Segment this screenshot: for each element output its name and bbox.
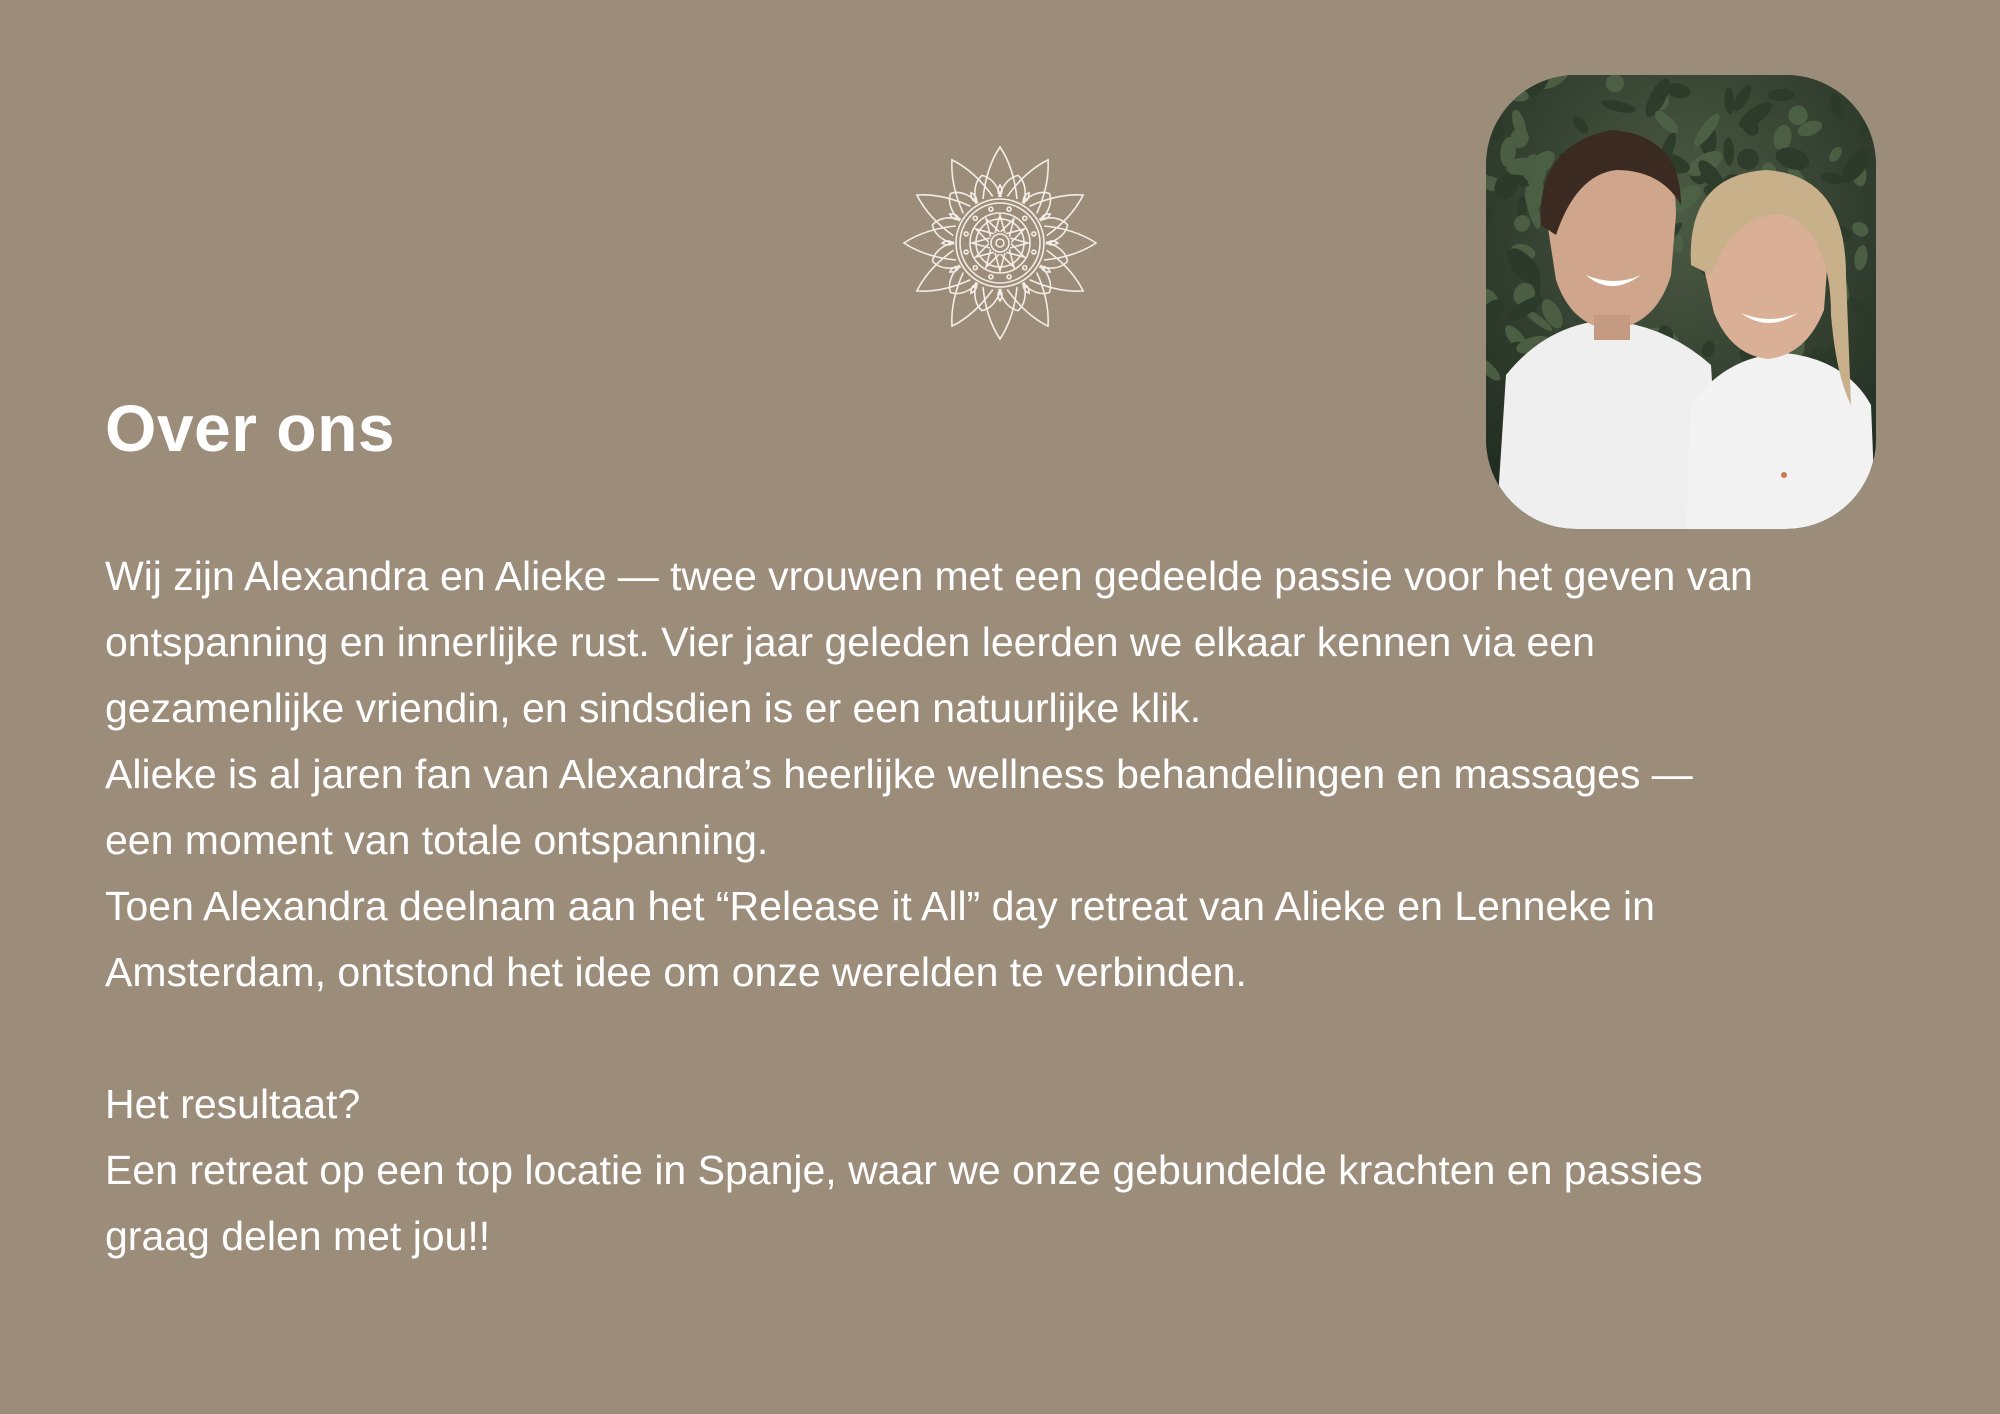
text-line: Het resultaat?: [105, 1081, 361, 1127]
text-line: ontspanning en innerlijke rust. Vier jaar geleden leerden we elkaar kennen via een: [105, 619, 1595, 665]
text-line: Toen Alexandra deelnam aan het “Release it All” day retreat van Alieke en Lenneke in: [105, 883, 1655, 929]
text-line: Amsterdam, ontstond het idee om onze werelden te verbinden.: [105, 949, 1247, 995]
text-line: graag delen met jou!!: [105, 1213, 491, 1259]
paragraph-spacer: [105, 1005, 1935, 1071]
founders-photo: [1486, 75, 1876, 529]
text-line: Alieke is al jaren fan van Alexandra’s heerlijke wellness behandelingen en massages —: [105, 751, 1693, 797]
mandala-icon: [900, 143, 1100, 343]
text-line: een moment van totale ontspanning.: [105, 817, 769, 863]
text-line: gezamenlijke vriendin, en sindsdien is er een natuurlijke klik.: [105, 685, 1202, 731]
about-text: [105, 543, 1935, 1269]
founders-photo-illustration: [1486, 75, 1876, 529]
text-line: Wij zijn Alexandra en Alieke — twee vrouwen met een gedeelde passie voor het geven van: [105, 553, 1753, 599]
text-line: Een retreat op een top locatie in Spanje, waar we onze gebundelde krachten en passies: [105, 1147, 1703, 1193]
page-title: Over ons: [105, 391, 396, 465]
